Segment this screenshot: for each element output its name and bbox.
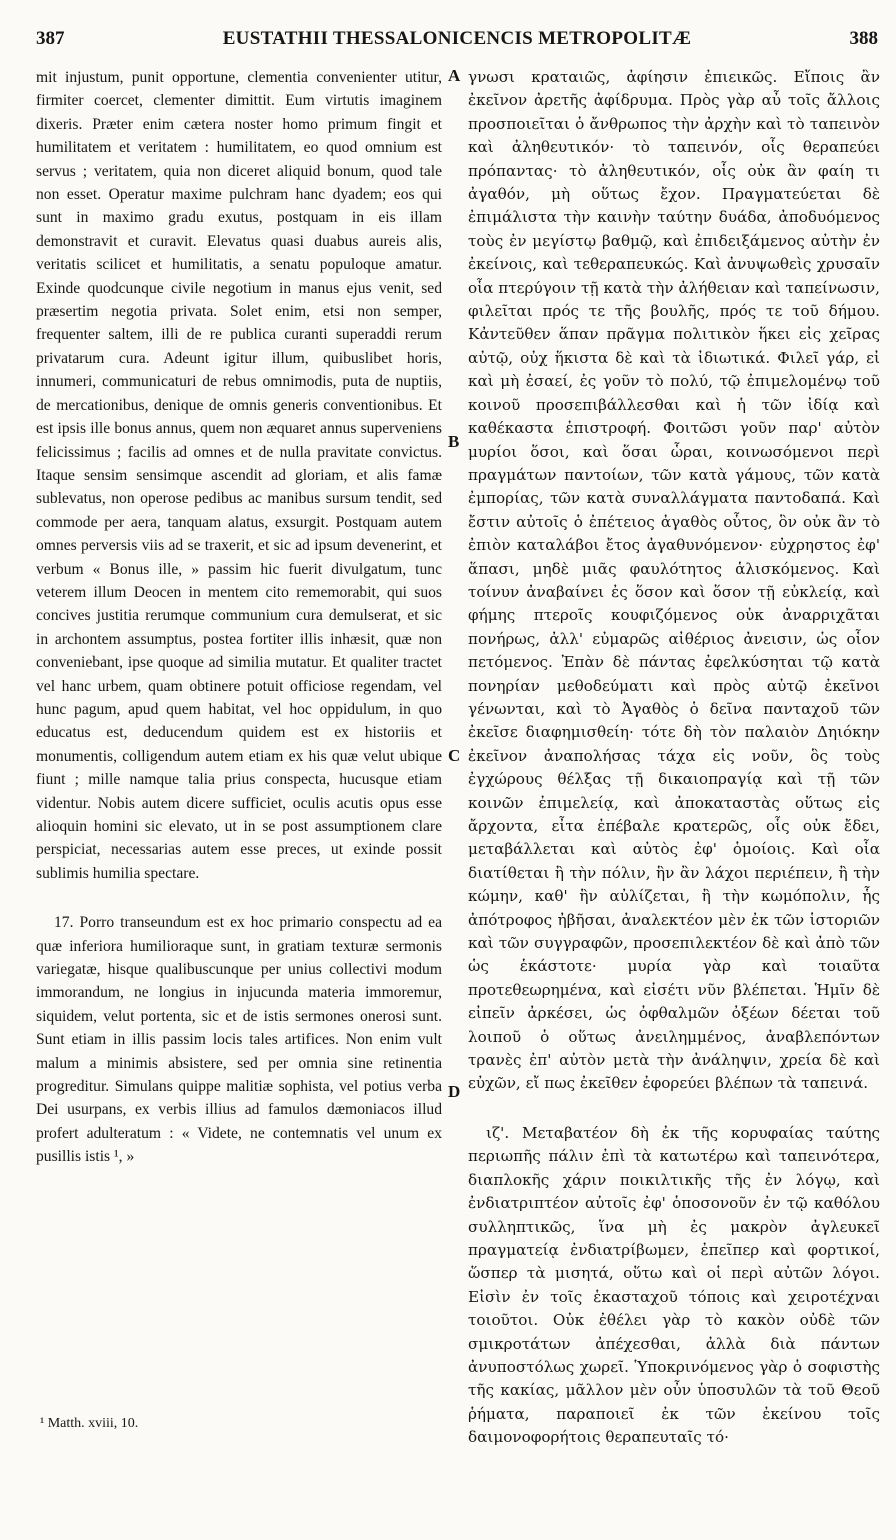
section-marker-d: D bbox=[448, 1082, 461, 1101]
greek-paragraph-2: ιζ'. Μεταβατέον δὴ ἐκ τῆς κορυφαίας ταύτης περιωπῆς πάλιν ἐπὶ τὰ κατωτέρω καὶ ταπεινότερα, διαπλοκῆς χάριν ποικιλτικῆς τῆς ἐν λόγῳ, καὶ ἐνδιατριπτέον αὐτοῖς ἐφ' ὁποσονοῦν ἐν τῷ καθόλου συλληπτικῶς, ἵνα μὴ ἐς μακρὸν ἀγλευκεῖ πραγματείᾳ ἐνδιατρίβωμεν, ἐπεῖπερ καὶ φορτικοί, ὥσπερ τὰ μισητά, οὕτω καὶ οἱ περὶ αὐτῶν λόγοι. Εἰσὶν ἐν τοῖς ἑκασταχοῦ τόποις καὶ χειροτέχναι τοιοῦτοι. Οὐκ ἐθέλει γὰρ τὸ κακὸν οὐδὲ τῶν σμικροτάτων ἀπέχεσθαι, ἀλλὰ διὰ πάντων ἀνυποστόλως χωρεῖ. Ὑποκρινόμενος γὰρ ὁ σοφιστὴς τῆς κακίας, μᾶλλον μὲν οὖν ὑποσυλῶν τὰ τοῦ Θεοῦ ῥήματα, παραποιεῖ ἐκ τῶν ἐκείνου τοῖς δαιμονοφορήτοις θεραπευταῖς τό· bbox=[468, 1123, 880, 1447]
greek-column bbox=[468, 66, 880, 1450]
latin-paragraph-1: mit injustum, punit opportune, clementia convenienter utitur, firmiter coercet, clementer dimittit. Eum virtutis imaginem dixeris. Præter enim cætera noster homo primum fingit et humilitatem et veritatem : humilitatem, eo quod omnium est servus ; veritatem, quia non diceret aliquid bonum, quod tale non esset. Operatur maxime pulchram hanc dyadem; eos qui sunt in maximo gradu exutus, postquam in eis illam demonstravit et curavit. Elevatus quasi duabus aureis alis, veritatis scilicet et humilitatis, a senatu populoque amatur. Exinde quodcunque civile negotium in manus ejus venit, sed præsertim negotia privata. Solet enim, etsi non semper, frequenter saltem, illi de re publica curanti superaddi rerum privatarum cura. Adeunt igitur illum, quibuslibet horis, innumeri, communicaturi de rebus omnimodis, puta de nuptiis, de mercationibus, denique de omnis generis conventionibus. Et est ipsis ille bonus annus, quem non æquaret annus superveniens felicissimus ; facilis ad omnes et de nulla pravitate convictus. Itaque sensim sensimque ascendit ad gloriam, et alis famæ sublevatus, non operose pedibus ac manibus sursum tendit, sed commode per aera, tanquam alatus, exsurgit. Postquam autem omnes perversis viis ad se traxerit, et sic ad ipsum devenerint, et verbum « Bonus ille, » passim hic fuerit divulgatum, tunc veterem illum Deocen in mentem cito rememorabit, qui suos concives justitia rerumque communium cura demulserat, et sic in archontem assumptus, postea fortiter illis inhæsit, quæ non conveniebant, ipse quoque ad similia mutatur. Et qualiter tractet vel hanc urbem, quam obtinere potuit officiose regendam, vel hunc pagum, apud quem habitat, vel hoc oppidulum, in quo educatus est, deducendum quidem est ex historiis et monumentis, colligendum autem etiam ex his quæ velut ubique fiunt ; mille namque talia prius conspecta, hucusque etiam videntur. Nobis autem dicere sufficiet, oculis acutis opus esse alioquin homini sic elevato, ut in se post assumptionem clare perspiciat, necessarias autem esse preces, ut exinde possit sublimis humilia spectare. bbox=[36, 69, 442, 882]
section-marker-b: B bbox=[448, 432, 460, 451]
running-header bbox=[36, 28, 878, 58]
greek-paragraph-1: γνωσι κραταιῶς, ἀφίησιν ἐπιεικῶς. Εἴποις ἂν ἐκεῖνον ἀρετῆς ἀφίδρυμα. Πρὸς γὰρ αὖ τοῖς ἄλλοις προσποιεῖται ὁ ἄνθρωπος τὴν ἀρχὴν καὶ τὸ ταπεινὸν καὶ ἀληθευτικόν· τὸ ταπεινόν, οἷς θεραπεύει πρόπαντας· τὸ ἀληθευτικόν, οἷς οὐκ ἂν φαίη τι ἀγαθόν, μὴ οὕτως ἔχον. Πραγματεύεται δὲ ἐπιμάλιστα τὴν καινὴν ταύτην δυάδα, ἀποδυόμενος τοὺς ἐν μεγίστῳ βαθμῷ, καὶ ἐπιδειξάμενος αὐτὴν ἐν ἐκείνοις, καὶ τεθεραπευκώς. Καὶ ἀνυψωθεὶς χρυσαῖν οἷα πτερύγοιν τῇ κατὰ τὴν ἀλήθειαν καὶ ταπείνωσιν, φιλεῖται πρός τε τῆς βουλῆς, πρός τε τοῦ δήμου. Κἀντεῦθεν ἅπαν πρᾶγμα πολιτικὸν ἥκει εἰς χεῖρας αὐτῷ, οὐχ ἥκιστα δὲ καὶ τὰ ἰδιωτικά. Φιλεῖ γάρ, εἰ καὶ μὴ ἐσαεί, ἐς γοῦν τὸ πολύ, τῷ ἐπιμελομένῳ τοῦ κοινοῦ προσεπιβάλλεσθαι καὶ ἡ τῶν ἰδίᾳ καὶ καθέκαστα ἐπιστροφή. Φοιτῶσι γοῦν παρ' αὐτὸν μυρίοι ὅσοι, καὶ ὅσαι ὧραι, κοινωσόμενοι περὶ πραγμάτων παντοίων, τῶν κατὰ γάμους, τῶν κατὰ ἐμπορίας, τῶν κατὰ συναλλάγματα παντοδαπά. Καὶ ἔστιν αὐτοῖς ὁ ἐπέτειος ἀγαθὸς οὗτος, ὃν οὐκ ἂν τὸ ἐπιὸν καταλάβοι ἔτος ἀγαθυνόμενον· εὐχρηστος ἐφ' ἅπασι, μηδὲ μιᾶς φαυλότητος ἁλισκόμενος. Καὶ τοίνυν ἀναβαίνει ἐς ὅσον καὶ ὅσον τῇ εὐκλείᾳ, καὶ φήμης πτεροῖς κουφιζόμενος οὐκ ἀναρριχᾶται πονήρως, ἀλλ' εὐμαρῶς αἰθέριος ἀνεισιν, ὡς οἷον πετόμενος. Ἐπὰν δὲ πάντας ἐφελκύσηται τῷ κατὰ πονηρίαν μεθοδεύματι καὶ πρὸς αὐτῷ ἐκεῖνοι γένωνται, καὶ τὸ Ἀγαθὸς ὁ δεῖνα πανταχοῦ τῶν ἐκεῖσε διαφημισθείη· τότε δὴ τὸν παλαιὸν Δηιόκην ἐκεῖνον ἀναπολήσας τάχα εἰς νοῦν, ὃς τοὺς ἐγχώρους θέλξας τῇ δικαιοπραγίᾳ καὶ τῇ τῶν κοινῶν ἐπιμελείᾳ, καὶ ἀποκαταστὰς οὕτως εἰς ἄρχοντα, εἶτα ἐπέβαλε κρατερῶς, οἷς οὐκ ἔδει, μεταβάλλεται καὶ αὐτὸς ἐφ' ὁμοίοις. Καὶ οἷα διατίθεται ἢ τὴν πόλιν, ἣν ἂν λάχοι περιέπειν, ἢ τὴν κώμην, καθ' ἣν αὐλίζεται, ἢ τὴν κωμόπολιν, ἧς ἀπότροφος ἠβῆσαι, ἀναλεκτέον μὲν ἐκ τῶν ἱστοριῶν καὶ τῶν συγγραφῶν, προσεπιλεκτέον δὲ καὶ ἀπὸ τῶν ὡς ἑκάστοτε· μυρία γὰρ καὶ τοιαῦτα προτεθεωρημένα, καὶ εἰσέτι νῦν βλέπεται. Ἡμῖν δὲ εἰπεῖν ἀρκέσει, ὡς ὀφθαλμῶν ὀξέων δέεται τοῦ λοιποῦ ὁ οὕτως ἀνειλημμένος, ἀναβλεπόντων τρανὲς ἐπ' αὐτὸν μετὰ τὴν ἀνάληψιν, χρεία δὲ καὶ εὐχῶν, εἴ πως ἐκεῖθεν ἐφορεύει βλέπων τὰ ταπεινά. bbox=[468, 68, 880, 1093]
page-number-right: 388 bbox=[849, 28, 878, 49]
section-marker-a: A bbox=[448, 66, 461, 85]
section-marker-c: C bbox=[448, 746, 461, 765]
page-number-left: 387 bbox=[36, 28, 65, 49]
running-title: EUSTATHII THESSALONICENCIS METROPOLITÆ bbox=[222, 28, 692, 49]
latin-column bbox=[36, 66, 442, 1169]
latin-paragraph-2: 17. Porro transeundum est ex hoc primario conspectu ad ea quæ inferiora humilioraque sunt, in gratiam texturæ sermonis variegatæ, hisque qualibuscunque per unius collectivi modum immorandum, ne longius in injucunda materia immoremur, siquidem, velut portenta, sic et de istis sermones onerosi sunt. Sunt etiam in illis passim locis tales artifices. Non enim vult malum a minimis absistere, sed per omnia sine retinentia progreditur. Simulans quippe malitiæ sophista, vel potius verba Dei usurpans, ex verbis illius ad famulos dæmoniacos illud profert adulteratum : « Videte, ne contemnatis vel unum ex pusillis istis ¹, » bbox=[36, 914, 442, 1166]
footnote: ¹ Matth. xviii, 10. bbox=[40, 1416, 139, 1431]
